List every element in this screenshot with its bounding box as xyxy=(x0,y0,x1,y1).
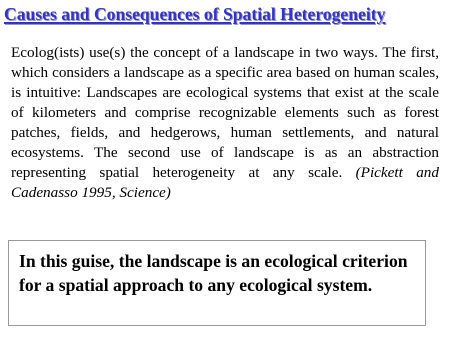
callout-box xyxy=(8,240,426,326)
quote-text: Ecolog(ists) use(s) the concept of a landscape in two ways. The first, which considers a landscape as a specific area based on human scales, is intuitive: Landscapes are ecological systems that exist at the scale of kilometers and comprise recognizable elements such as forest patches, fields, and hedgerows, human settlements, and natural ecosystems. The second use of landscape is as an abstraction representing spatial heterogeneity at any scale. xyxy=(11,44,439,181)
citation: (Pickett and Cadenasso 1995, Science) xyxy=(11,164,439,201)
page-title: Causes and Consequences of Spatial Heterogeneity xyxy=(4,4,386,24)
quote-paragraph xyxy=(11,43,439,203)
callout-text: In this guise, the landscape is an ecological criterion for a spatial approach to any ecological system. xyxy=(19,251,408,295)
